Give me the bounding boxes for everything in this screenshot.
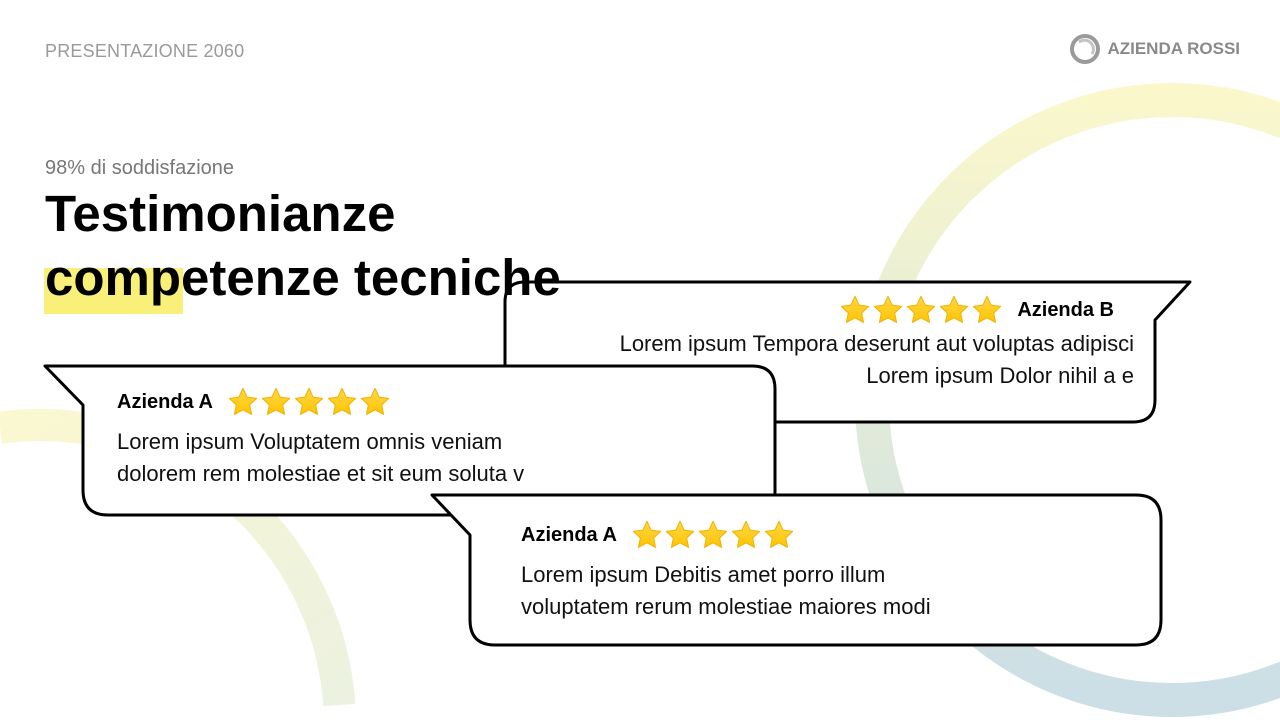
testimonial-text-line: Lorem ipsum Debitis amet porro illum [521, 562, 886, 587]
presentation-title: PRESENTAZIONE 2060 [45, 41, 245, 61]
star-icon [260, 386, 292, 418]
star-icon [631, 519, 663, 551]
testimonial-card [117, 386, 757, 490]
star-icon [971, 294, 1003, 326]
star-icon [293, 386, 325, 418]
title-line-1: Testimonianze [45, 185, 396, 242]
star-rating [631, 519, 795, 551]
star-rating [227, 386, 391, 418]
testimonial-text-line: dolorem rem molestiae et sit eum soluta v [117, 461, 525, 486]
title-line-2: competenze tecniche [45, 249, 561, 306]
star-icon [697, 519, 729, 551]
testimonial-text-line: Lorem ipsum Tempora deserunt aut voluptas adipisci [619, 331, 1134, 356]
star-icon [872, 294, 904, 326]
company-name: Azienda A [521, 523, 617, 546]
testimonial-text-line: voluptatem rerum molestiae maiores modi [521, 594, 931, 619]
star-icon [359, 386, 391, 418]
star-rating [839, 294, 1003, 326]
testimonial-text-line: Lorem ipsum Dolor nihil a e [866, 363, 1134, 388]
testimonial-card [521, 519, 1141, 623]
testimonial-card [552, 294, 1134, 392]
star-icon [839, 294, 871, 326]
logo-text: AZIENDA ROSSI [1107, 39, 1240, 58]
star-icon [905, 294, 937, 326]
company-name: Azienda B [1017, 298, 1114, 321]
slide-title [45, 182, 561, 310]
star-icon [326, 386, 358, 418]
slide-subtitle: 98% di soddisfazione [45, 157, 235, 179]
star-icon [938, 294, 970, 326]
star-icon [664, 519, 696, 551]
star-icon [730, 519, 762, 551]
testimonial-text-line: Lorem ipsum Voluptatem omnis veniam [117, 429, 503, 454]
star-icon [227, 386, 259, 418]
star-icon [763, 519, 795, 551]
company-name: Azienda A [117, 390, 213, 413]
